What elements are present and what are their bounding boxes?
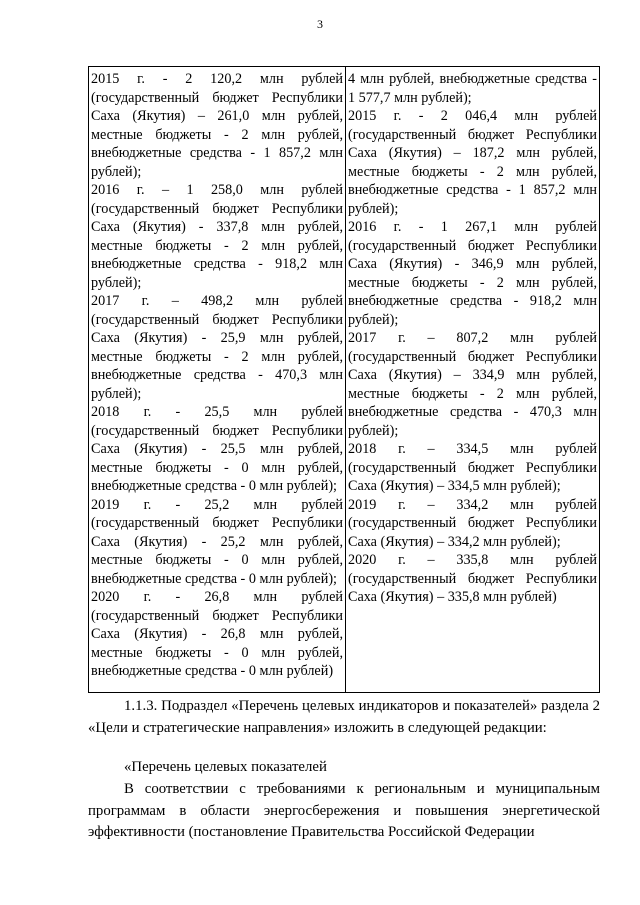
funding-entry-right-continued: 4 млн рублей, внебюджетные средства - 1 577,7 млн рублей); xyxy=(348,71,597,106)
funding-entry-right-2019: 2019 г. – 334,2 млн рублей (государственный бюджет Республики Саха (Якутия) – 334,2 млн рублей); xyxy=(348,496,597,550)
funding-entry-right-2017: 2017 г. – 807,2 млн рублей (государственный бюджет Республики Саха (Якутия) – 334,9 млн рублей, местные бюджеты - 2 млн рублей, внебюджетные средства - 470,3 млн рублей); xyxy=(348,330,597,439)
funding-entry-right-2018: 2018 г. – 334,5 млн рублей (государственный бюджет Республики Саха (Якутия) – 334,5 млн рублей); xyxy=(348,441,597,494)
funding-table xyxy=(88,66,600,693)
page-number: 3 xyxy=(317,17,323,31)
funding-entry-right-2015: 2015 г. - 2 046,4 млн рублей (государственный бюджет Республики Саха (Якутия) – 187,2 млн рублей, местные бюджеты - 2 млн рублей, внебюджетные средства - 1 857,2 млн рублей); xyxy=(348,108,597,217)
funding-entry-right-2020: 2020 г. – 335,8 млн рублей (государственный бюджет Республики Саха (Якутия) – 335,8 млн рублей) xyxy=(348,552,597,605)
funding-column-left xyxy=(89,67,346,692)
funding-entry-left-2015: 2015 г. - 2 120,2 млн рублей (государственный бюджет Республики Саха (Якутия) – 261,0 млн рублей, местные бюджеты - 2 млн рублей, внебюджетные средства - 1 857,2 млн рублей); xyxy=(91,71,343,180)
section-heading: «Перечень целевых показателей xyxy=(124,759,327,775)
funding-entry-left-2017: 2017 г. – 498,2 млн рублей (государственный бюджет Республики Саха (Якутия) - 25,9 млн рублей, местные бюджеты - 2 млн рублей, внебюджетные средства - 470,3 млн рублей); xyxy=(91,293,343,402)
funding-entry-right-2016: 2016 г. - 1 267,1 млн рублей (государственный бюджет Республики Саха (Якутия) - 346,9 млн рублей, местные бюджеты - 2 млн рублей, внебюджетные средства - 918,2 млн рублей); xyxy=(348,219,597,328)
funding-entry-left-2018: 2018 г. - 25,5 млн рублей (государственный бюджет Республики Саха (Якутия) - 25,5 млн рублей, местные бюджеты - 0 млн рублей, внебюджетные средства - 0 млн рублей); xyxy=(91,404,343,494)
funding-entry-left-2016: 2016 г. – 1 258,0 млн рублей (государственный бюджет Республики Саха (Якутия) - 337,8 млн рублей, местные бюджеты - 2 млн рублей, внебюджетные средства - 918,2 млн рублей); xyxy=(91,182,343,291)
intro-paragraph: В соответствии с требованиями к региональным и муниципальным программам в области энергосбережения и повышения энергетической эффективности (постановление Правительства Российской Федерации xyxy=(88,781,600,840)
funding-entry-left-2020: 2020 г. - 26,8 млн рублей (государственный бюджет Республики Саха (Якутия) - 26,8 млн рублей, местные бюджеты - 0 млн рублей, внебюджетные средства - 0 млн рублей) xyxy=(91,589,343,679)
amendment-paragraph: 1.1.3. Подраздел «Перечень целевых индикаторов и показателей» раздела 2 «Цели и стратегические направления» изложить в следующей редакции: xyxy=(88,698,600,736)
funding-column-right xyxy=(346,67,599,692)
funding-entry-left-2019: 2019 г. - 25,2 млн рублей (государственный бюджет Республики Саха (Якутия) - 25,2 млн рублей, местные бюджеты - 0 млн рублей, внебюджетные средства - 0 млн рублей); xyxy=(91,496,343,587)
